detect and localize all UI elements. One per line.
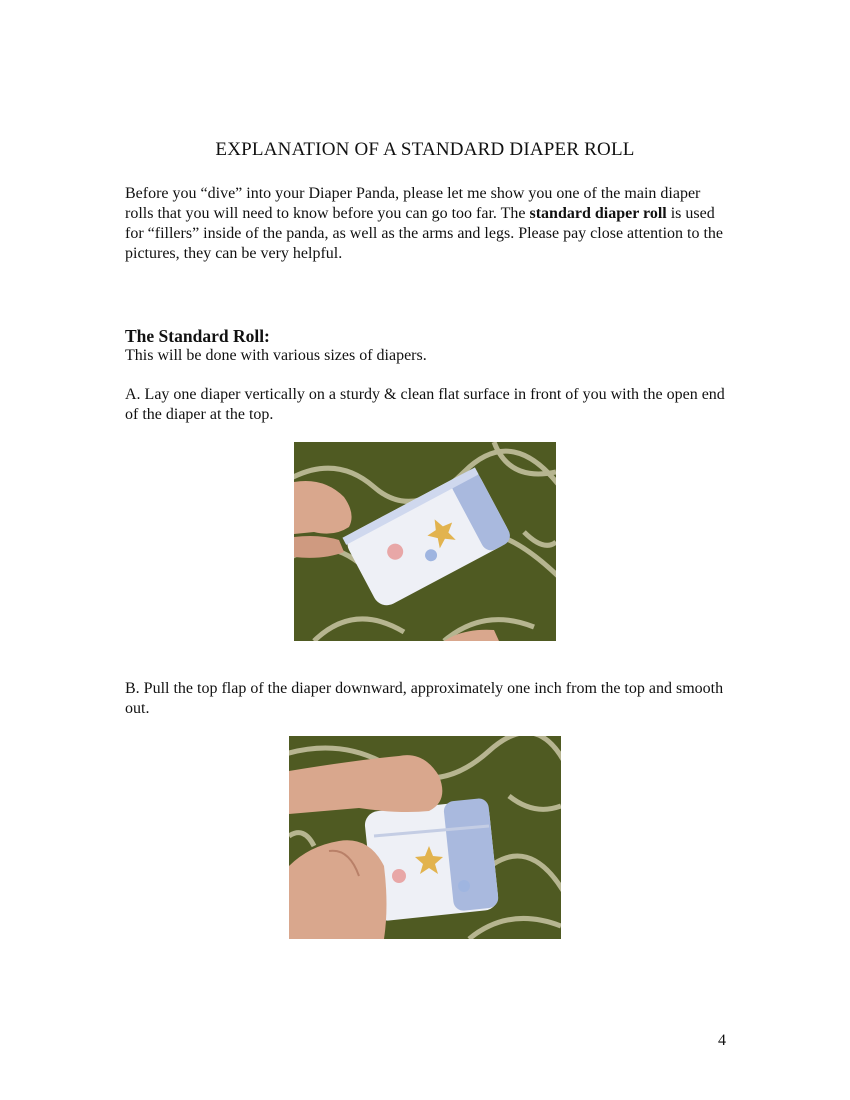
step-b-photo-illustration (289, 736, 561, 939)
intro-text-before: Before you “dive” into your Diaper Panda, please let me show you one of the main diaper rolls that you will need to know before you can go too far. The (125, 185, 701, 222)
intro-paragraph (125, 184, 725, 264)
step-b-text: B. Pull the top flap of the diaper downward, approximately one inch from the top and smooth out. (125, 680, 724, 717)
intro-text-after: is used for “fillers” inside of the panda, as well as the arms and legs. Please pay close attention to the pictures, they can be very helpful. (125, 205, 724, 262)
step-b-photo (289, 736, 561, 939)
page-number: 4 (718, 1032, 726, 1049)
section-subtext: This will be done with various sizes of diapers. (125, 347, 427, 364)
step-a-photo-illustration (294, 442, 556, 641)
step-a-photo (294, 442, 556, 641)
intro-bold-term: standard diaper roll (529, 205, 667, 222)
step-a-text: A. Lay one diaper vertically on a sturdy & clean flat surface in front of you with the open end of the diaper at the top. (125, 386, 725, 423)
section-heading: The Standard Roll: (125, 326, 270, 346)
page-title: EXPLANATION OF A STANDARD DIAPER ROLL (215, 139, 635, 160)
